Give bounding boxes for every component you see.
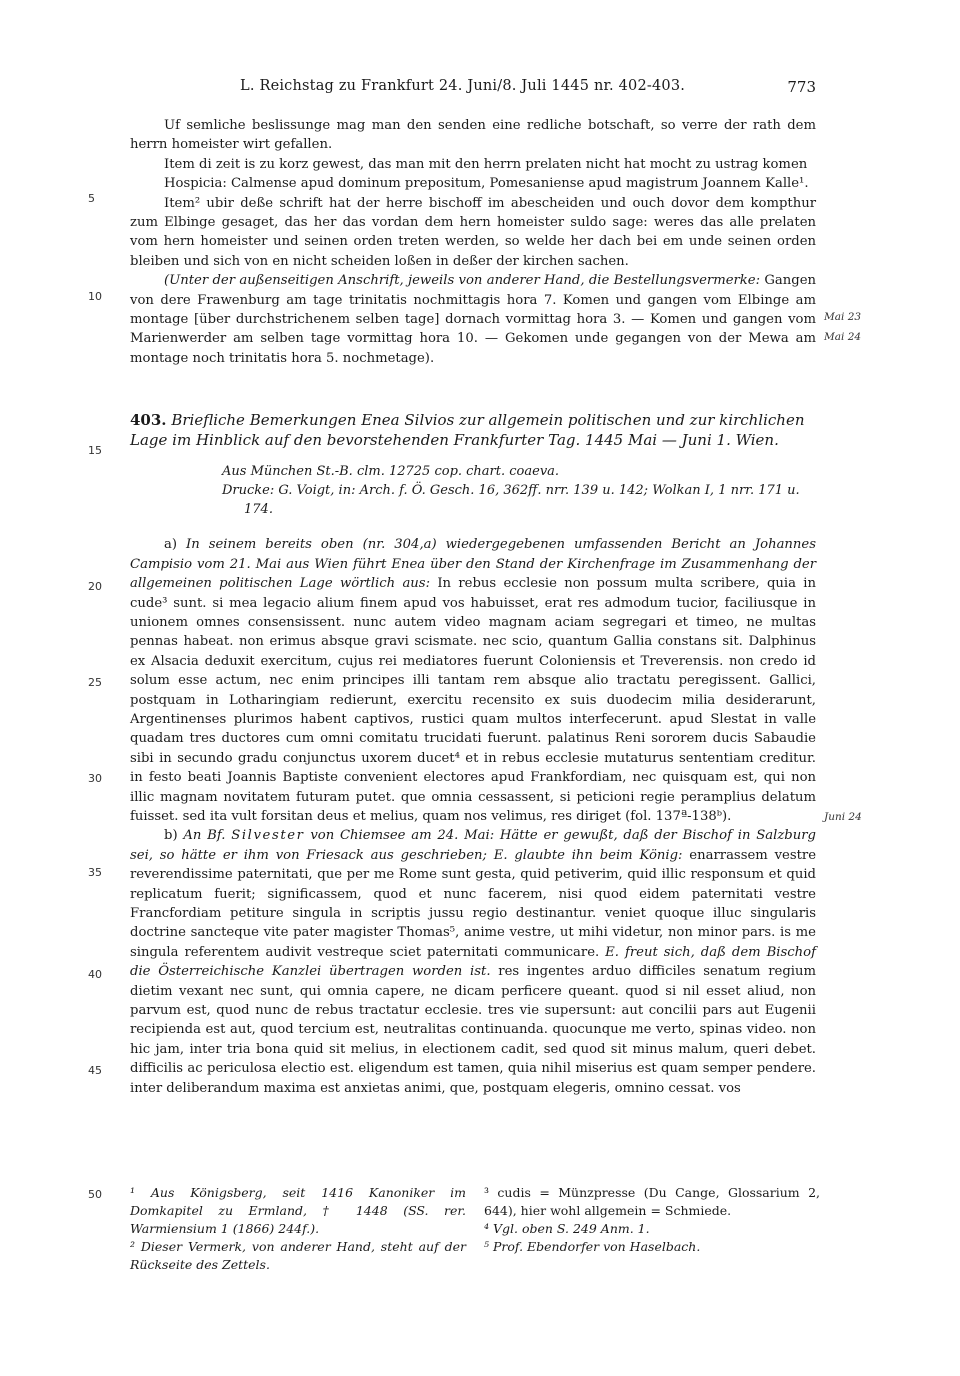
- footnote: ² Dieser Vermerk, von anderer Hand, steht auf der Rückseite des Zettels.: [130, 1239, 466, 1272]
- source-block: [222, 462, 816, 519]
- page-header: [130, 78, 816, 98]
- document-heading: [130, 410, 816, 450]
- margin-date: Mai 23: [824, 311, 862, 323]
- line-number: 5: [88, 192, 95, 205]
- margin-date: Juni 24: [824, 811, 862, 823]
- paragraph: Uf semliche beslissunge mag man den senden eine redliche botschaft, so verre der rath dem herrn homeister wirt gefallen.: [130, 118, 816, 153]
- paragraph: Item di zeit is zu korz gewest, das man mit den herrn prelaten nicht hat mocht zu ustrag komen: [164, 156, 808, 172]
- line-number: 25: [88, 676, 102, 689]
- footnote: ⁴ Vgl. oben S. 249 Anm. 1.: [484, 1221, 650, 1236]
- section-label: a): [164, 537, 178, 553]
- line-number: 30: [88, 772, 102, 785]
- italic-intro: von Chiemsee am 24. Mai: Hätte er gewußt, daß der Bischof in Salzburg sei, so hätte er ihm von Friesack aus geschrieben; E. glaubte ihn beim König:: [130, 828, 816, 863]
- latin-text: enarrassem vestre reverendissime paternitati, que per me Rome sunt gesta, quid petiverim, quid illic responsum et quid replicatum fuerit; significassem, quod et nunc facerem, nisi quod eidem paternitati vestre Francfordiam petiture singula in scriptis jussu regio destinantur. veniet quoque illuc singularis doctrine sancteque vite pater magister Thomas⁵, anime vestre, ut mihi videtur, non minor pars. is me singula referentem audivit vestreque sciet paternitati communicare.: [130, 847, 816, 960]
- document-title: Briefliche Bemerkungen Enea Silvios zur allgemein politischen und zur kirchlichen Lage im Hinblick auf den bevorstehenden Frankfurter Tag. 1445 Mai — Juni 1. Wien.: [130, 411, 805, 450]
- paragraph: Hospicia: Calmense apud dominum prepositum, Pomesaniense apud magistrum Joannem Kalle¹.: [164, 176, 809, 192]
- paragraph-a: [130, 535, 816, 826]
- line-number: 35: [88, 866, 102, 879]
- italic-intro: An Bf.: [183, 828, 232, 844]
- italic-note: (Unter der außenseitigen Anschrift, jeweils von anderer Hand, die Bestellungsvermerke:: [164, 273, 761, 289]
- line-number: 50: [88, 1188, 102, 1201]
- line-number: 20: [88, 580, 102, 593]
- footnote: ⁵ Prof. Ebendorfer von Haselbach.: [484, 1239, 701, 1254]
- paragraph-text: Gangen von dere Frawenburg am tage trinitatis nochmittagis hora 7. Komen und gangen vom Elbinge am montage [über durchstrichenem selben tage] dornach vormittag hora 3. — Komen und gangen vom Marienwerder am selben tage vormittag hora 10. — Gekomen unde gegangen von der Mewa am montage noch trinitatis hora 5. nochmetage).: [130, 273, 817, 366]
- paragraph: [130, 271, 816, 368]
- italic-intro: In seinem bereits oben (nr. 304,a) wiedergegebenen umfassenden Bericht an Johannes Campisio vom 21. Mai aus Wien führt Enea über den Stand der Kirchenfrage im Zusammenhang der allgemeinen politischen Lage wörtlich aus:: [130, 537, 816, 592]
- running-title: L. Reichstag zu Frankfurt 24. Juni/8. Juli 1445 nr. 402-403.: [240, 78, 686, 94]
- line-number: 45: [88, 1064, 102, 1077]
- margin-date: Mai 24: [824, 331, 862, 343]
- paragraph-b: [130, 826, 816, 1098]
- footnote: ³ cudis = Münzpresse (Du Cange, Glossarium 2, 644), hier wohl allgemein = Schmiede.: [484, 1185, 820, 1218]
- line-number: 10: [88, 290, 102, 303]
- footnotes-right-column: [484, 1184, 820, 1256]
- page-number: 773: [787, 78, 816, 96]
- source-line: Aus München St.-B. clm. 12725 cop. chart. coaeva.: [222, 464, 560, 480]
- source-line: Drucke: G. Voigt, in: Arch. f. Ö. Gesch. 16, 362ff. nrr. 139 u. 142; Wolkan I, 1 nrr. 171 u. 174.: [222, 483, 800, 518]
- paragraph: Item² ubir deße schrift hat der herre bischoff im abescheiden und ouch dovor dem kompthur zum Elbinge gesaget, das her das vordan dem hern homeister suldo sage: weres das alle prelaten vom hern homeister und seinen orden treten werden, so welde her dach bei em unde seinen orden bleiben und sich von en nicht scheiden loßen in deßer der kirchen sachen.: [130, 195, 816, 269]
- line-number: 15: [88, 444, 102, 457]
- footnote: ¹ Aus Königsberg, seit 1416 Kanoniker im Domkapitel zu Ermland, † 1448 (SS. rer. Warmiensium 1 (1866) 244f.).: [130, 1185, 466, 1236]
- person-name: Silvester: [231, 828, 305, 844]
- latin-text: In rebus ecclesie non possum multa scribere, quia in cude³ sunt. si mea legacio alium finem apud vos habuisset, erat res admodum tucior, faciliusque in unionem omnes consensissent. nunc autem video magnam aciam segregari et timeo, ne multas pennas habeat. non erimus absque gravi scismate. nec scio, quantum Gallia constans sit. Dalphinus ex Alsacia deduxit exercitum, cujus rei mediatores fuerunt Coloniensis et Treverensis. non credo id solum esse actum, nec enim principes illi tantam rem absque alio tractatu peregissent. Gallici, postquam in Lotharingiam redierunt, exercitu recensito ex suis duodecim milia desiderarunt, Argentinenses plurimos habent captivos, rustici quam multos interfecerunt. apud Slestat in valle quadam tres ductores cum omni comitatu trucidati fuerunt. palatinus Reni sororem ducis Sabaudie sibi in secundo gradu conjunctus uxorem ducet⁴ et in rebus ecclesie mutaturus sententiam creditur. in festo beati Joannis Baptiste convenient electores apud Frankfordiam, nec quisquam est, qui non illic magnam novitatem futuram putet. que omnia cessassent, si peticioni regie peramplius delatum fuisset. sed ita vult forsitan deus et melius, quam nos velimus, res diriget (fol. 137ª-138ᵇ).: [130, 576, 816, 824]
- section-label: b): [164, 828, 178, 844]
- main-text: [130, 116, 816, 1098]
- document-number: 403.: [130, 411, 167, 430]
- latin-text: res ingentes arduo difficiles senatum regium dietim vexant nec sunt, qui omnia capere, ne dicam perficere queant. quod si nil esset aliud, non parvum est, quod nunc de rebus tractatur ecclesie. tres vie supersunt: aut concilii pars aut Eugenii recipienda est aut, quod tercium est, neutralitas continuanda. quocunque me verto, spinas video. non hic jam, inter tria bona quid sit melius, in electionem cadit, sed quod sit minus malum, queri debet. difficilis ac periculosa electio est. eligendum est tamen, quia nihil miserius est quam semper pendere. inter deliberandum maxima est anxietas animi, que, postquam elegeris, omnino cessat. vos: [130, 964, 816, 1096]
- footnotes-left-column: [130, 1184, 466, 1274]
- line-number: 40: [88, 968, 102, 981]
- italic-note: E. freut sich, daß dem Bischof die Österreichische Kanzlei übertragen worden ist.: [130, 944, 816, 980]
